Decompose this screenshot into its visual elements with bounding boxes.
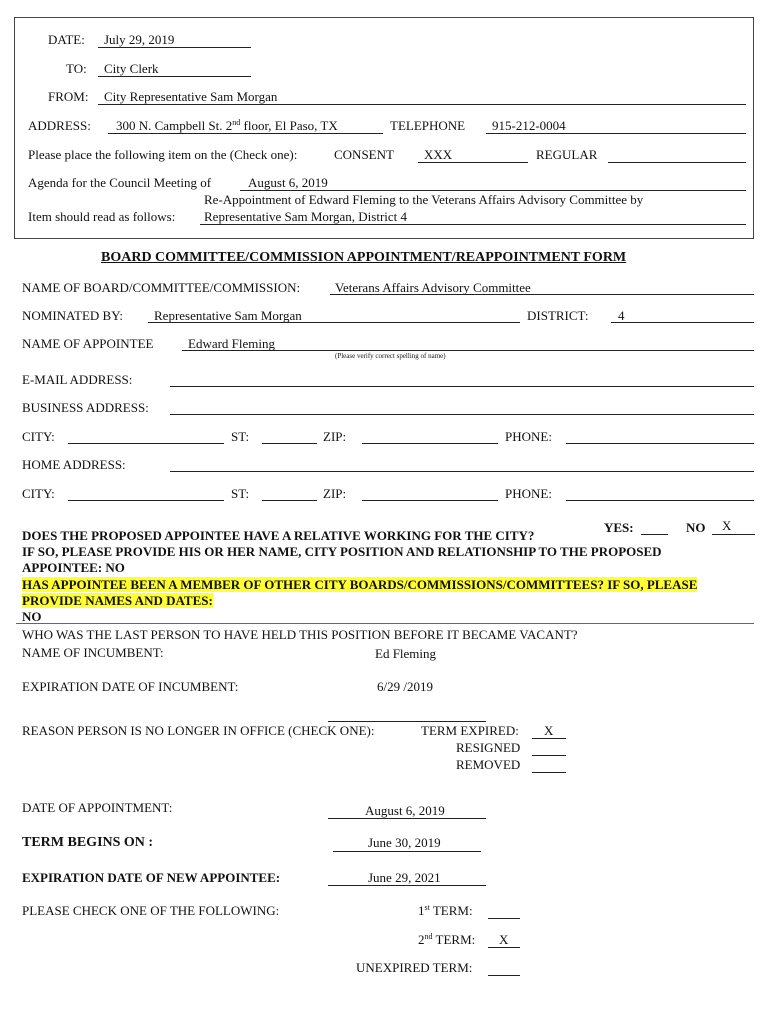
no-value: X: [722, 518, 732, 533]
city-label-2: CITY:: [22, 486, 55, 501]
business-line[interactable]: [170, 414, 754, 415]
business-label: BUSINESS ADDRESS:: [22, 400, 149, 415]
term2-value: X: [499, 932, 509, 947]
incumbent-value: Ed Fleming: [375, 646, 437, 661]
to-value: City Clerk: [104, 61, 159, 76]
appointee-value: Edward Fleming: [188, 336, 276, 351]
member-answer: NO: [22, 609, 42, 624]
st-label-2: ST:: [231, 486, 250, 501]
term-expired-value: X: [544, 723, 554, 738]
date-line: [98, 47, 251, 48]
phone-line-2[interactable]: [566, 500, 754, 501]
home-label: HOME ADDRESS:: [22, 457, 126, 472]
consent-line: [418, 162, 528, 163]
from-value: City Representative Sam Morgan: [104, 89, 278, 104]
term-expired-label: TERM EXPIRED:: [421, 723, 519, 738]
telephone-line: [486, 133, 746, 134]
board-value: Veterans Affairs Advisory Committee: [335, 280, 531, 295]
reason-label: REASON PERSON IS NO LONGER IN OFFICE (CHECK ONE):: [22, 723, 375, 738]
reason-overline: [328, 721, 486, 722]
expiration-line: [328, 885, 486, 886]
term-begins-line: [333, 851, 481, 852]
term-begins-label: TERM BEGINS ON :: [22, 835, 154, 850]
term1-line[interactable]: [488, 918, 520, 919]
check-prompt: Please place the following item on the (Check one):: [28, 147, 298, 162]
st-line[interactable]: [262, 443, 317, 444]
nominated-line: [148, 322, 520, 323]
appointee-label: NAME OF APPOINTEE: [22, 336, 154, 351]
term-begins-value: June 30, 2019: [368, 835, 441, 850]
member-question-line1: HAS APPOINTEE BEEN A MEMBER OF OTHER CITY BOARDS/COMMISSIONS/COMMITTEES? IF SO, PLEASE: [22, 577, 698, 592]
relative-if-line1: IF SO, PLEASE PROVIDE HIS OR HER NAME, CITY POSITION AND RELATIONSHIP TO THE PROPOSED: [22, 544, 662, 559]
address-line: [108, 133, 383, 134]
unexpired-line[interactable]: [488, 975, 520, 976]
zip-line[interactable]: [362, 443, 498, 444]
phone-label-2: PHONE:: [505, 486, 552, 501]
relative-if-line2: APPOINTEE: NO: [22, 560, 125, 575]
check-one-label: PLEASE CHECK ONE OF THE FOLLOWING:: [22, 903, 280, 918]
removed-label: REMOVED: [456, 757, 521, 772]
incumbent-label: NAME OF INCUMBENT:: [22, 645, 164, 660]
consent-label: CONSENT: [334, 147, 394, 162]
district-value: 4: [618, 308, 625, 323]
term-expired-line[interactable]: [532, 738, 566, 739]
item-line: [200, 224, 746, 225]
appt-date-label: DATE OF APPOINTMENT:: [22, 800, 173, 815]
term2-label: 2nd TERM:: [418, 932, 476, 947]
agenda-value: August 6, 2019: [248, 175, 328, 190]
city-label: CITY:: [22, 429, 55, 444]
city-line-2[interactable]: [68, 500, 224, 501]
appt-date-value: August 6, 2019: [365, 803, 445, 818]
home-line[interactable]: [170, 471, 754, 472]
phone-line[interactable]: [566, 443, 754, 444]
to-label: TO:: [66, 61, 87, 76]
relative-question: DOES THE PROPOSED APPOINTEE HAVE A RELATIVE WORKING FOR THE CITY?: [22, 528, 535, 543]
incumbent-exp-value: 6/29 /2019: [377, 679, 433, 694]
member-question-line2: PROVIDE NAMES AND DATES:: [22, 593, 213, 608]
no-line[interactable]: [712, 534, 755, 535]
date-value: July 29, 2019: [104, 32, 175, 47]
appt-date-line: [328, 818, 486, 819]
district-line: [611, 322, 754, 323]
nominated-label: NOMINATED BY:: [22, 308, 123, 323]
regular-line: [608, 162, 746, 163]
item-line1: Re-Appointment of Edward Fleming to the Veterans Affairs Advisory Committee by: [204, 192, 644, 207]
removed-line[interactable]: [532, 772, 566, 773]
agenda-label: Agenda for the Council Meeting of: [28, 175, 212, 190]
incumbent-exp-label: EXPIRATION DATE OF INCUMBENT:: [22, 679, 239, 694]
last-person-question: WHO WAS THE LAST PERSON TO HAVE HELD THIS POSITION BEFORE IT BECAME VACANT?: [22, 627, 578, 642]
yes-line[interactable]: [641, 534, 668, 535]
appointee-line: [182, 350, 754, 351]
nominated-value: Representative Sam Morgan: [154, 308, 302, 323]
yes-label: YES:: [604, 520, 634, 535]
section-divider: [16, 623, 754, 624]
address-label: ADDRESS:: [28, 118, 91, 133]
verify-note: (Please verify correct spelling of name): [335, 352, 446, 360]
term1-label: 1st TERM:: [418, 903, 473, 918]
from-label: FROM:: [48, 89, 89, 104]
expiration-value: June 29, 2021: [368, 870, 441, 885]
resigned-label: RESIGNED: [456, 740, 521, 755]
item-label: Item should read as follows:: [28, 209, 176, 224]
zip-line-2[interactable]: [362, 500, 498, 501]
resigned-line[interactable]: [532, 755, 566, 756]
expiration-label: EXPIRATION DATE OF NEW APPOINTEE:: [22, 870, 281, 885]
term2-line[interactable]: [488, 947, 520, 948]
from-line: [98, 104, 746, 105]
zip-label-2: ZIP:: [323, 486, 347, 501]
board-line: [330, 294, 754, 295]
board-label: NAME OF BOARD/COMMITTEE/COMMISSION:: [22, 280, 301, 295]
st-label: ST:: [231, 429, 250, 444]
district-label: DISTRICT:: [527, 308, 589, 323]
telephone-value: 915-212-0004: [492, 118, 566, 133]
no-label: NO: [686, 520, 706, 535]
item-line2: Representative Sam Morgan, District 4: [204, 209, 408, 224]
form-title: BOARD COMMITTEE/COMMISSION APPOINTMENT/REAPPOINTMENT FORM: [101, 250, 627, 265]
address-value: 300 N. Campbell St. 2nd floor, El Paso, TX: [116, 118, 338, 133]
agenda-line: [240, 190, 746, 191]
to-line: [98, 76, 251, 77]
city-line[interactable]: [68, 443, 224, 444]
telephone-label: TELEPHONE: [390, 118, 466, 133]
regular-label: REGULAR: [536, 147, 598, 162]
date-label: DATE:: [48, 32, 85, 47]
email-line[interactable]: [170, 386, 754, 387]
phone-label: PHONE:: [505, 429, 552, 444]
zip-label: ZIP:: [323, 429, 347, 444]
email-label: E-MAIL ADDRESS:: [22, 372, 133, 387]
st-line-2[interactable]: [262, 500, 317, 501]
consent-value: XXX: [424, 147, 453, 162]
unexpired-label: UNEXPIRED TERM:: [356, 960, 473, 975]
